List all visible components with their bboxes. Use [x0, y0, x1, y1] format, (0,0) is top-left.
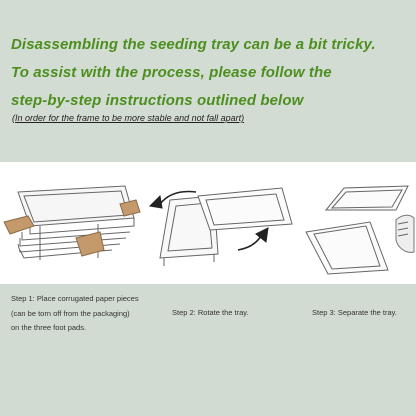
heading-line-3: step-by-step instructions outlined below: [11, 92, 304, 109]
hand-icon: [396, 215, 414, 252]
step-1-caption: [11, 292, 139, 336]
steps-section: [0, 284, 416, 416]
step-1-line-3: on the three foot pads.: [11, 323, 87, 332]
illustrations: [0, 162, 416, 284]
step-1-line-1: Step 1: Place corrugated paper pieces: [11, 294, 139, 303]
step-2-caption: [172, 306, 249, 321]
stability-note: (In order for the frame to be more stable and not fall apart): [12, 113, 245, 123]
rotate-tray-illustration: [150, 188, 292, 266]
step-2-line-1: Step 2: Rotate the tray.: [172, 308, 249, 317]
heading-line-1: Disassembling the seeding tray can be a bit tricky.: [11, 36, 376, 53]
step-3-line-1: Step 3: Separate the tray.: [312, 308, 397, 317]
header-section: [0, 0, 416, 160]
step-3-caption: [312, 306, 397, 321]
step-1-line-2: (can be torn off from the packaging): [11, 308, 130, 318]
tray-stack-illustration: [4, 186, 140, 260]
rotate-arrow-icon: [150, 196, 162, 208]
heading-line-2: To assist with the process, please follow the: [11, 64, 332, 81]
separated-trays-illustration: [306, 186, 414, 274]
illustration-band: [0, 162, 416, 284]
